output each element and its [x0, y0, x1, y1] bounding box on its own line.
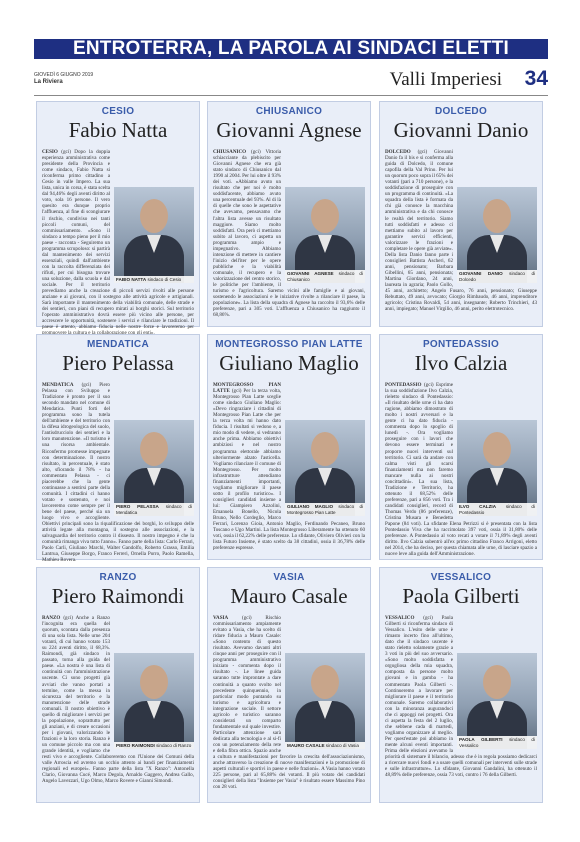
dateline: DOLCEDO [385, 149, 411, 155]
mayor-photo [285, 653, 365, 749]
mayor-name: Giuliano Maglio [219, 351, 359, 375]
town-name: MONTEGROSSO PIAN LATTE [215, 339, 363, 350]
mayor-photo [457, 420, 537, 516]
portrait-head [311, 665, 339, 699]
town-name: PONTEDASSIO [422, 339, 500, 350]
article-body [385, 149, 537, 312]
mayor-photo [114, 187, 194, 283]
caption-name: FABIO NATTA [116, 276, 147, 282]
caption-name: PIERO PELASSA [116, 504, 159, 510]
caption-role: sindaco di Vessalico [459, 737, 535, 748]
mayor-name: Fabio Natta [68, 118, 168, 142]
article-card [36, 334, 200, 564]
caption-name: MAURO CASALE [287, 742, 325, 748]
article-body [213, 615, 365, 790]
photo-caption [457, 736, 537, 749]
town-name: VESSALICO [430, 572, 492, 583]
caption-name: GIOVANNI AGNESE [287, 271, 334, 277]
mayor-name: Ilvo Calzia [414, 351, 508, 375]
article-text: (gci) Per la terza volta, Montegrosso Pian Latte sceglie come sindaco Giuliano Maglio: «Devo ringraziare i cittadini di Montegrosso Pian Latte che per la terza volta mi hanno dato fiducia. I risultati si vedono e, a mio modo di vedere, si vedranno anche prima. Abbiamo obiettivi ambiziosi e nel nostro programma elettorale abbiamo ulteriormente alzato l'asticella. Vogliamo rilanciare il comune di Montegrosso. Per molto infrastrutture attendiamo finanziamenti importanti, vogliamo migliorare il paese sotto il profilo turistico». I consiglieri candidati insieme a lui: Giampiero Azzolini, Emanuela Bonello, Nicola Bruno, Nello Cordeglio, Marco Ferrari, Lorenzo Gioia, Antonio Maglio, Ferdinando Pecaneo, Bruno Toscano e Ugo Martini. La lista Montegrosso Liberamente ha ottenuto 60 voti, ossia il 62,22% delle preferenze. Lo sfidante, Oliviero Olivieri con la lista Futuro Insieme, è stato scelto da 38 cittadini, ossia il 36,78% delle preferenze espresse. [213, 388, 365, 552]
mayor-photo [285, 187, 365, 283]
dateline: VASIA [213, 615, 229, 621]
mayor-photo [457, 187, 537, 283]
mayor-name: Piero Pelassa [62, 351, 174, 375]
caption-name: PIERO RAIMONDI [116, 742, 155, 748]
caption-role: sindaco di Chiusanico [287, 271, 363, 282]
photo-caption [457, 503, 537, 516]
dateline: PONTEDASSIO [385, 382, 422, 388]
portrait-head [311, 432, 339, 466]
town-name: DOLCEDO [434, 106, 488, 117]
mayor-photo [114, 653, 194, 749]
town-name: VASIA [273, 572, 305, 583]
portrait-head [483, 199, 511, 233]
article-text: (gci) Dopo la doppia esperienza amministrativa come presidente della Provincia e come sindaco, Fabio Natta si riconferma primo cittadino a Cesio in valle Impero. La sua lista, unica in corsa, è stata scelta dal 94,46% degli aventi diritto al voto, sola 16 persone. Il vero quesito era dunque proprio l'affluenza, al fine di scongiurare il rischio, condiviso nei tanti piccoli comuni, del commissariamento. «Sono il sindaco a tempo pieno per il mio paese - racconta - Seguiremo un programma scrupoloso: si partirà dal mantenimento dei servizi essenziali, quindi dall'ambiente con la raccolta differenziata dei rifiuti, per cui bisogna trovare una soluzione, dalla scuola e dal sociale. Per il territorio prevediamo anche la creazione di piccoli servizi rivolti alle persone anziane e ai giovani, con il sostegno alle attività agricole e artigianali. Sarà importante il mantenimento della viabilità comunale, delle strade e dei sentieri, con piani di recupero mirati ai borghi storici. Sul territorio l'operato amministrativo dovrà essere più vicino alle persone, per accrescere le opportunità, sostenere i servizi e rilanciare le tradizioni. Il paese è attento, abbiamo fiducia nelle nostre forze e lavoreremo per [42, 149, 194, 331]
mayor-photo [457, 653, 537, 749]
caption-role: sindaco di Mendatica [116, 504, 193, 515]
issue-date: GIOVEDÌ 6 GIUGNO 2019 [34, 72, 94, 78]
portrait-head [140, 199, 168, 233]
article-body [42, 149, 194, 336]
dateline: VESSALICO [385, 615, 415, 621]
town-name: CESIO [101, 106, 135, 117]
caption-name: GIOVANNI DANIO [459, 271, 503, 277]
dateline: MONTEGROSSO PIAN LATTE [213, 382, 281, 395]
newspaper-name: La Riviera [34, 79, 63, 85]
portrait-head [483, 665, 511, 699]
article-body [213, 149, 365, 318]
mayor-name: Giovanni Agnese [216, 118, 362, 142]
town-name: CHIUSANICO [255, 106, 323, 117]
photo-caption [114, 276, 194, 283]
photo-caption [285, 742, 365, 749]
article-text: (gci) Rischio commissariamento ampiamente evitato a Vasia, che ha scelto di ridare fiducia a Mauro Casale: «Sono contento di questo risultato. Avevamo davanti altri cinque anni per proseguire con il programma amministrativo iniziato - commenta dopo il risultato -. Le linee guida saranno tutte improntate a dare continuità a quanto svolto nel precedente quinquennio, in particolar modo puntando su turismo e agricoltura e integrazione sociale. Il settore agricolo e turistico saranno considerati un comparto fondamentale sul quale investire. Particolare attenzione sarà dedicata alla tecnologia e al si-fi con un potenziamento della rete e della fibra ottica. Spazio anche a cultura e manifestazioni per favorire la crescita dell'associazionismo, anche attraverso la creazione di nuove manifestazioni e la promozione di aspetti culturali e sportivi in paese e nelle frazioni». A Vasia hanno votato 225 persone, pari al 65,88% dei votanti. Il più votato dei candidati consiglieri della lista "Insieme per Vasia" è risultato essere Massimo Pino con 28 voti. [213, 615, 365, 791]
article-text: (gci) Vittoria schiacciante da plebiscito per Giovanni Agnese che era già stato sindaco di Chiusanico dal 1990 al 2004. Per lui oltre il 93% dei voti. «Abbiamo avuto un risultato che per noi è molto soddisfacente, abbiamo avuto una percentuale del 93%. Al di là di quelle che sono le aspettative che avevamo, pensavamo che l'altra lista avesse un risultato maggiore. Siamo molto soddisfatti. Ora però ci mettiamo subito al lavoro, ci aspetta un programma ampio e impegnativo. Abbiamo intenzione di mettere in cantiere l'inizio dell'iter per le opere pubbliche e la viabilità comunale, il recupero e la valorizzazione del centro storico, le politiche per l'ambiente, il turismo e l'agricoltura. Saremo vicini alle famiglie e ai giovani, sostenendo le associazioni e le iniziative rivolte a rilanciare il paese, la popolazione». La lista della squadra di Agnese ha raccolto il 93,6% delle preferenze, pari a 305 voti. L'affluenza a Chiusanico ha raggiunto il 68,86%. [213, 149, 365, 319]
article-body [42, 382, 194, 563]
article-text: (gci) Esprime la sua soddisfazione Ilvo Calzia, rieletto sindaco di Pontedassio: «Il risultato delle urne ci ha dato ragione, abbiamo dimostrato di molto i nostri avversari e la gente ci ha dato fiducia - commenta dopo lo spoglio di lunedì -. Ora vogliamo proseguire con i lavori che devono essere terminati e proporre nuovi interventi sul territorio. Ci sarà da andare con calma visti gli scarsi finanziamenti ma non faremo mancare nulla ai nostri concittadini». La sua lista, Tradizione e Territorio, ha ottenuto il 68,52% delle preferenze, pari a 856 voti. Tra i candidati consiglieri, record di Thomas Verdo (86 preferenze), Cristina Musara e Benedetta Papone (84 voti). La sfidante Elena Petrizzi si è presentata con la lista Pontedassio Viva che ha raccimolato 397 voti, ossia il 31,80% delle preferenze. A Pontedassio al voto recati a votare il 71,89% degli aventi diritto. Ilvo Calzia subentrò all'ex primo cittadino Franco Arrigoni, eletto nel 2014, che ha deciso, per questa chiamata alle urne, di lasciare spazio a nuove leve alla guida dell'Amministrazione. [385, 382, 537, 558]
article-body [42, 615, 194, 784]
page-number: 34 [524, 67, 548, 90]
portrait-head [140, 665, 168, 699]
article-text: (gci) Paola Gilberti si riconferma sindaco di Vessalico. L'esito delle urne è rimasto incerto fino all'ultimo, dato che il sindaco uscente è stato rieletto solamente grazie a 3 voti in più del suo avversario. «Sono molto soddisfatta e orgogliosa della mia squadra, composta da persone molto giovani e in gamba - ha commentato Paola Gilberti -. Continueremo a lavorare per migliorare il paese e il territorio comunale. Saremo collaborativi con la minoranza augurandoci che ci appoggi nei progetti. Ora ci aspetta la festa del 2 luglio, che sebbene cada di martedì, vogliamo organizzare al meglio. Per quest'estate poi abbiamo in mente alcuni eventi importanti. Prima delle elezioni avevamo la priorità di sistemare il bilancio, adesso che è in regola possiamo dedicarci a ricercare nuovi fondi e a usare quelli comunali per interventi sulle strade e sulle infrastrutture». Lo sfidante, Giovanni Gandalini, ha ottenuto il 48,89% delle preferenze, ossia 73 voti, contro i 76 della Gilberti. [385, 615, 537, 779]
article-card [207, 334, 371, 560]
portrait-head [311, 199, 339, 233]
article-body [213, 382, 365, 551]
article-card [36, 101, 200, 331]
photo-caption [457, 270, 537, 283]
caption-role: sindaco di Ranzo [156, 742, 192, 748]
mayor-name: Mauro Casale [230, 584, 348, 608]
article-card [207, 101, 371, 327]
mayor-photo [114, 420, 194, 516]
photo-caption [114, 742, 194, 749]
photo-caption [285, 503, 365, 516]
town-name: RANZO [99, 572, 137, 583]
article-body [385, 382, 537, 557]
caption-role: sindaco di Cesio [147, 276, 182, 282]
page-banner: ENTROTERRA, LA PAROLA AI SINDACI ELETTI [34, 39, 548, 59]
caption-role: sindaco di Pontedassio [459, 504, 536, 515]
header-divider [34, 95, 548, 96]
mayor-name: Piero Raimondi [51, 584, 185, 608]
mayor-name: Paola Gilberti [402, 584, 520, 608]
portrait-head [483, 432, 511, 466]
caption-role: sindaco di Dolcedo [459, 271, 536, 282]
article-text: (gci) Piero Pelassa con Sviluppo e Tradizione è pronto per il suo secondo mandato nel comune di Mendatica. Punti forti del programma sono la tutela dell'ambiente e del territorio con la difesa idrogeologica del suolo, l'antisdrucciolo dei sentieri e la loro manutenzione. «Il turismo è una risorsa ambientale. Riconfermo promesse impegnate con determinazione. Il nostro risultato, in percentuale, è stato alto, sfiorando il 78% - ha commentato Pelassa - ci piacerebbe che la gente continuasse a sentirsi parte della comunità. I cittadini ci hanno votato e sostenuto, e noi lavoreremo come sempre per il bene del paese, perché sia un luogo vivo e accogliente. Obiettivi principali sono la riqualificazione dei borghi, lo sviluppo delle attività legate alla montagna, il sostegno alle associazioni, e la salvaguardia del territorio contro il dissesto. Il nostro impegno è che la comunità rimanga viva tutto l'anno». Fanno parte della lista: Carlo Ferrari, Paolo Carli, Giuliano Marchi, Walter Gandolfo, Roberto Grasso, Emilia Lantrua, Giuseppe Borgo, Franco Ferreri, Ornella Porro, Paolo Ramella, Mathieu Rovera. [42, 382, 194, 564]
dateline: RANZO [42, 615, 61, 621]
dateline: CHIUSANICO [213, 149, 247, 155]
caption-name: GIULIANO MAGLIO [287, 504, 334, 510]
article-text: (gci) Anche a Ranzo l'incognita era quella del quorum, scontata dalla presenza di una sola lista. Nelle urne 204 votanti, di cui hanno votato 153 su 224 aventi diritto, il 68,3%. Raimondi, già sindaco in passato, torna alla guida del paese. «La nostra è una lista di continuità con l'amministrazione uscente. Ci sono progetti già avviati che vanno portati a termine, come la messa in sicurezza del territorio e la manutenzione delle strade comunali. Il nostro obiettivo è quello di migliorare i servizi per la popolazione, soprattutto per gli anziani, e di creare occasioni per i giovani, valorizzando le frazioni e la loro storia. Ranzo è un comune piccolo ma con una grande identità, e vogliamo che resti vivo e accogliente. Collaboreremo con l'Unione dei Comuni della valle Arroscia ed avremo un occhio attento ai bandi per finanziamenti regionali ed europei». Fanno parte della lista "X Ranzo": Antonella Clario, Giovanna Cucé, Marco Degola, Arnaldo Gaggero, Andrea Gallo, Angelo Lavezzari, Ugo Olmo, Marco Rovere e Gianni Simondi. [42, 615, 194, 785]
portrait-head [140, 432, 168, 466]
article-card [379, 567, 543, 803]
caption-role: sindaco di Montegrosso Pian Latte [287, 504, 364, 515]
section-title: Valli Imperiesi [389, 69, 502, 90]
article-card [379, 101, 543, 327]
article-card [379, 334, 543, 560]
article-body [385, 615, 537, 778]
mayor-name: Giovanni Danio [393, 118, 529, 142]
caption-role: sindaco di Vasia [325, 742, 359, 748]
dateline: MENDATICA [42, 382, 74, 388]
caption-name: PAOLA GILBERTI [459, 737, 503, 743]
dateline: CESIO [42, 149, 58, 155]
photo-caption [114, 503, 194, 516]
photo-caption [285, 270, 365, 283]
article-text: (gci) Giovanni Danio fa il bis e si conferma alla guida di Dolcedo, il comune capofila della Val Prino. Per lui un quorum poco sopra il 65% dei votanti (pari a 710 persone), e la soddisfazione di proseguire con un programma di continuità. «La squadra della lista è formata da chi già conosce la macchina amministrativa e da chi conosce le realtà del territorio. Siamo tutti soddisfatti e adesso ci mettiamo subito al lavoro per garantire servizi efficienti, valorizzare le frazioni e completare le opere già avviate». Della lista Danio fanno parte i consiglieri Battista Ascheri, 62 anni, pensionato; Barbara Gibellini, 65 anni, pensionata; Martina Giordano, 24 anni, laureata in agraria; Paolo Gollo, 45 anni, architetto; Angelo Fusaro, 76 anni, pensionato; Giuseppe Rebuttato, 49 anni, avvocato; Giorgio Rimbaudo, 46 anni, imprenditore agricolo; Cristina Rovaldi, 54 anni, insegnante; Roberto Trinchieri, 43 anni, impiegato; Manuel Virgilio, 46 anni, perito elettrotecnico. [385, 149, 537, 313]
page-header [34, 69, 548, 95]
caption-name: ILVO CALZIA [459, 504, 497, 510]
article-card [36, 567, 200, 803]
mayor-photo [285, 420, 365, 516]
town-name: MENDATICA [87, 339, 149, 350]
article-card [207, 567, 371, 803]
